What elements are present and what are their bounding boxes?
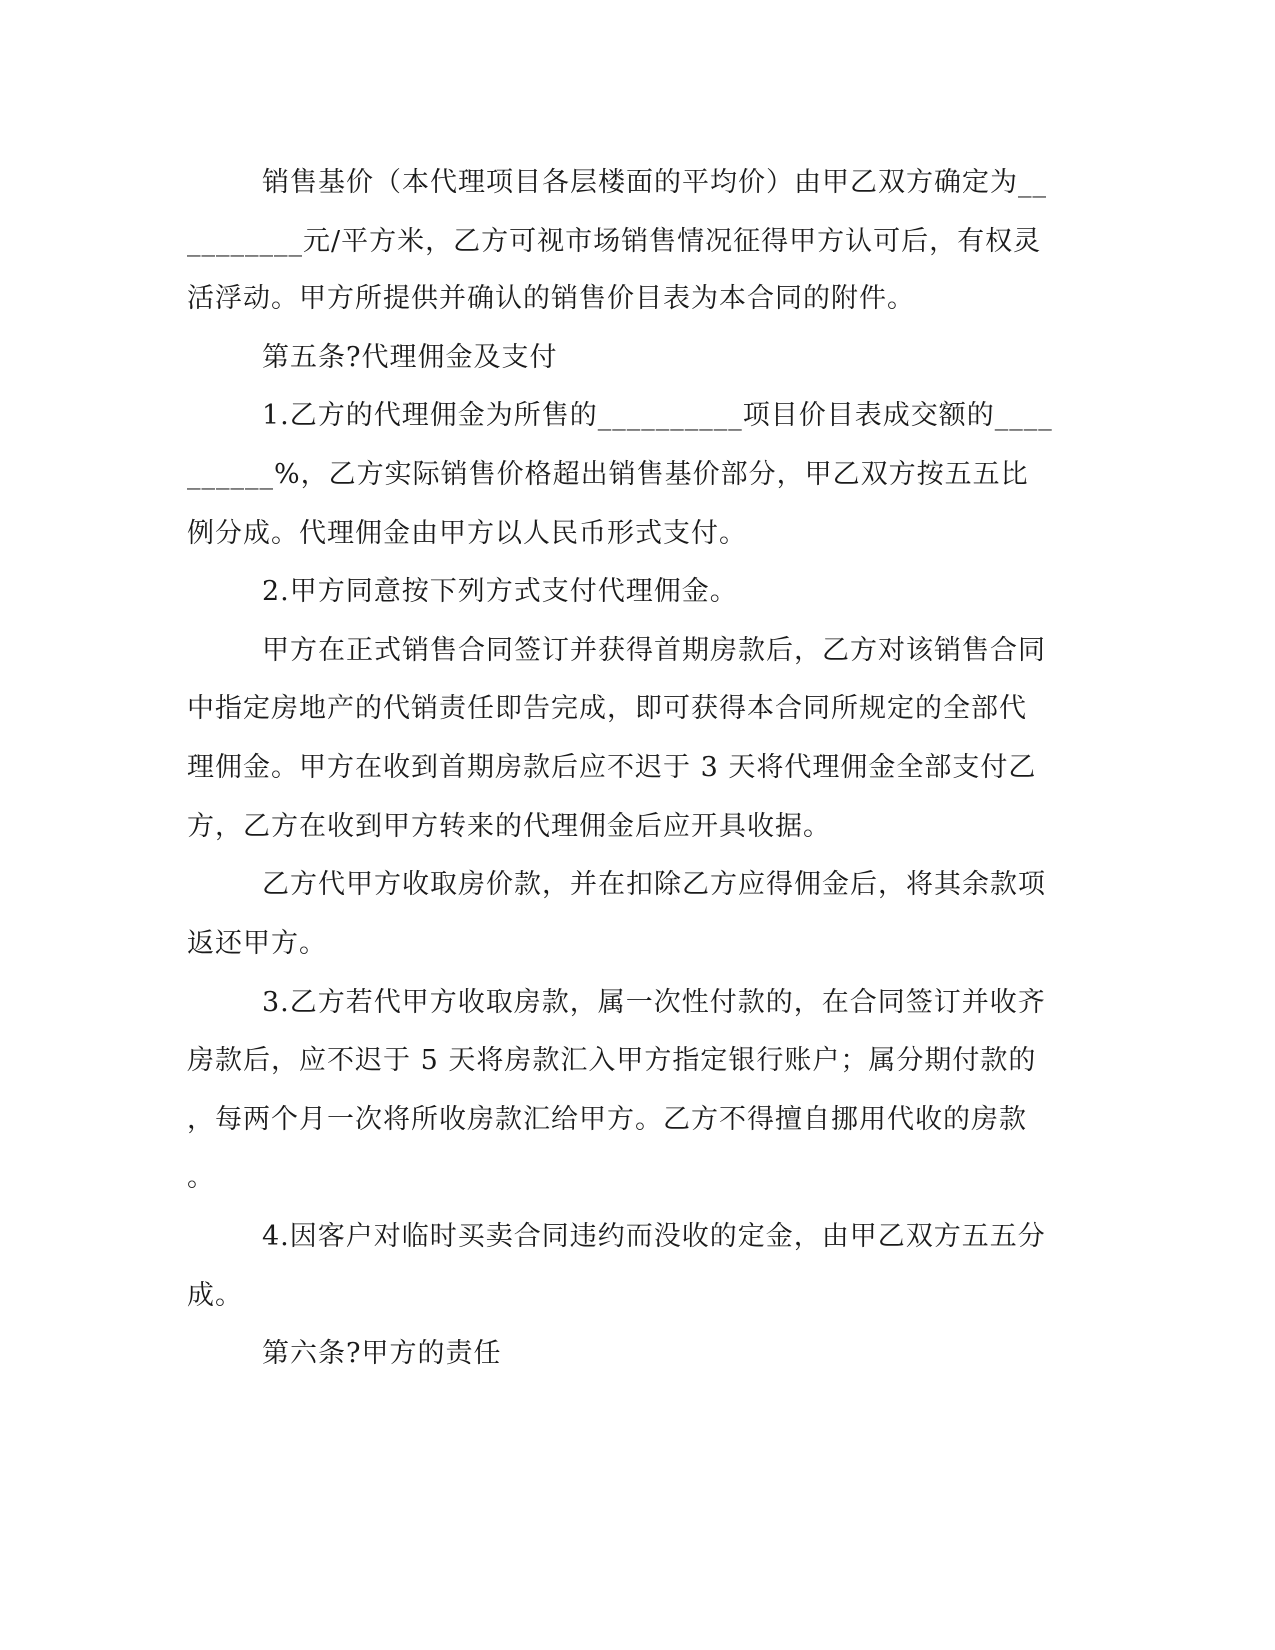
text-line: 销售基价（本代理项目各层楼面的平均价）由甲乙双方确定为__ [262,167,1047,198]
text-line: 3.乙方若代甲方收取房款，属一次性付款的，在合同签订并收齐 [262,987,1046,1018]
text-line: 甲方在正式销售合同签订并获得首期房款后，乙方对该销售合同 [262,635,1046,666]
text-line: 。 [187,1162,215,1193]
text-line: 4.因客户对临时买卖合同违约而没收的定金，由甲乙双方五五分 [262,1221,1046,1252]
text-line: 活浮动。甲方所提供并确认的销售价目表为本合同的附件。 [187,283,915,314]
text-line: 返还甲方。 [187,928,327,959]
text-line: ______%，乙方实际销售价格超出销售基价部分，甲乙双方按五五比 [187,459,1029,490]
text-line: 乙方代甲方收取房价款，并在扣除乙方应得佣金后，将其余款项 [262,869,1046,900]
section-heading: 第六条?甲方的责任 [262,1338,502,1369]
text-line: 房款后，应不迟于 5 天将房款汇入甲方指定银行账户；属分期付款的 [187,1045,1037,1076]
text-line: 例分成。代理佣金由甲方以人民币形式支付。 [187,518,747,549]
section-heading: 第五条?代理佣金及支付 [262,342,558,373]
text-line: 成。 [187,1280,243,1311]
text-line: 中指定房地产的代销责任即告完成，即可获得本合同所规定的全部代 [187,693,1027,724]
text-line: 方，乙方在收到甲方转来的代理佣金后应开具收据。 [187,811,831,842]
text-line: ________元/平方米，乙方可视市场销售情况征得甲方认可后，有权灵 [187,226,1042,257]
text-line: 理佣金。甲方在收到首期房款后应不迟于 3 天将代理佣金全部支付乙 [187,752,1037,783]
text-line: 2.甲方同意按下列方式支付代理佣金。 [262,576,738,607]
text-line: ，每两个月一次将所收房款汇给甲方。乙方不得擅自挪用代收的房款 [187,1104,1027,1135]
text-line: 1.乙方的代理佣金为所售的__________项目价目表成交额的____ [262,400,1053,431]
